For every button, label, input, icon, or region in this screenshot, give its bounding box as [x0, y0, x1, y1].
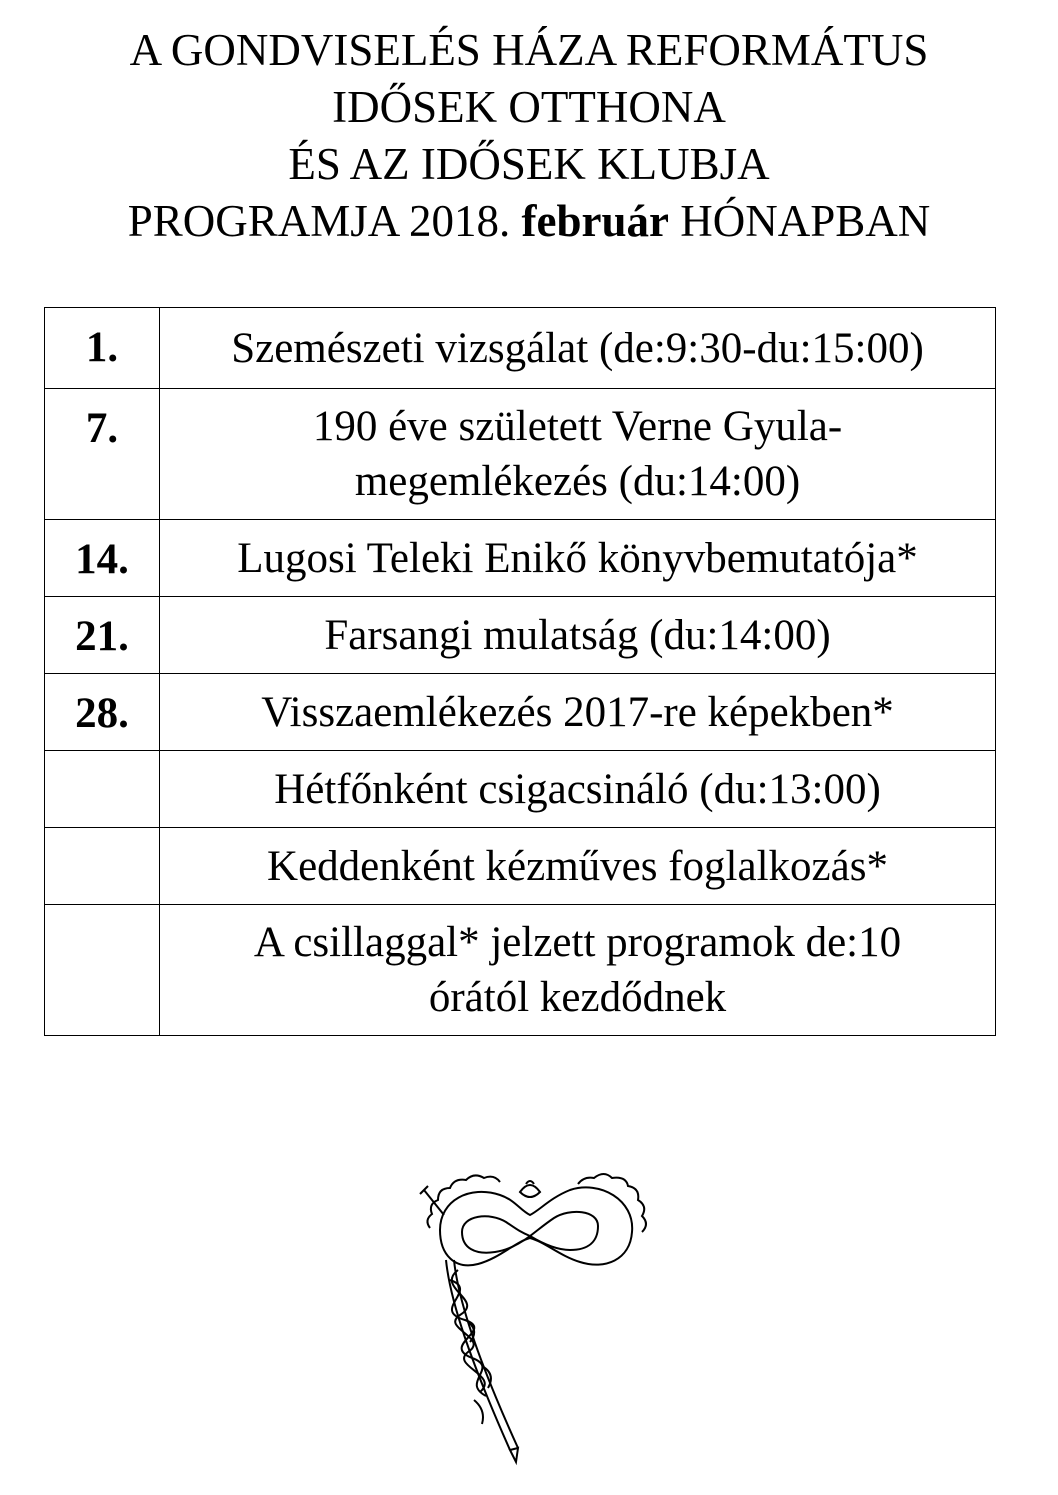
event-cell: Szemészeti vizsgálat (de:9:30-du:15:00)	[160, 308, 996, 389]
day-cell: 1.	[45, 308, 160, 389]
event-cell: Farsangi mulatság (du:14:00)	[160, 597, 996, 674]
event-cell: Visszaemlékezés 2017-re képekben*	[160, 674, 996, 751]
day-cell	[45, 828, 160, 905]
table-row	[45, 597, 996, 674]
event-line: órától kezdődnek	[428, 974, 727, 1021]
day-cell: 21.	[45, 597, 160, 674]
table-row	[45, 905, 996, 1036]
title-line-3: ÉS AZ IDŐSEK KLUBJA	[288, 139, 770, 189]
day-cell: 7.	[45, 389, 160, 520]
event-cell: Hétfőnként csigacsináló (du:13:00)	[160, 751, 996, 828]
table-row	[45, 308, 996, 389]
event-line: A csillaggal* jelzett programok de:10	[253, 919, 902, 966]
carnival-mask-icon	[410, 1170, 650, 1470]
table-row	[45, 751, 996, 828]
event-cell: Lugosi Teleki Enikő könyvbemutatója*	[160, 520, 996, 597]
day-cell: 14.	[45, 520, 160, 597]
table-row	[45, 674, 996, 751]
day-cell	[45, 751, 160, 828]
event-cell	[160, 905, 996, 1036]
table-row	[45, 389, 996, 520]
table-row	[45, 828, 996, 905]
day-cell: 28.	[45, 674, 160, 751]
title-line-2: IDŐSEK OTTHONA	[332, 82, 726, 132]
day-cell	[45, 905, 160, 1036]
page-title	[0, 22, 1058, 250]
event-line: megemlékezés (du:14:00)	[354, 458, 801, 505]
event-cell	[160, 389, 996, 520]
title-month: február	[521, 196, 670, 246]
title-prefix: PROGRAMJA 2018.	[127, 196, 511, 246]
title-suffix: HÓNAPBAN	[680, 196, 931, 246]
table-row	[45, 520, 996, 597]
program-table	[44, 307, 996, 1036]
title-line-4	[0, 193, 1058, 250]
event-cell: Keddenként kézműves foglalkozás*	[160, 828, 996, 905]
title-line-1: A GONDVISELÉS HÁZA REFORMÁTUS	[129, 25, 929, 75]
event-line: 190 éve született Verne Gyula-	[312, 403, 843, 450]
